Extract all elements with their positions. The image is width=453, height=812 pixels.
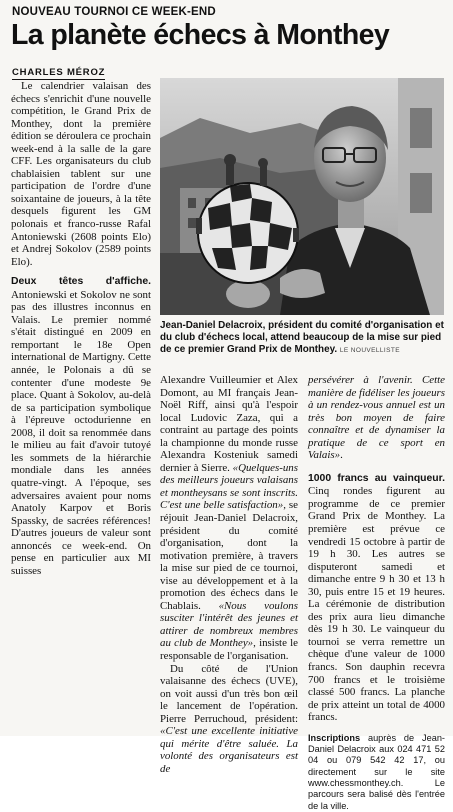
paragraph [308,472,445,724]
quote: «Quelques-uns des meilleurs joueurs valaisans et montheysans se sont inscrits. C'est une belle satisfaction» [160,461,298,512]
quote: «Nous voulons susciter l'intérêt des jeunes et attirer de nombreux membres au club de Monthey» [160,599,298,650]
paragraph: Le calendrier valaisan des échecs s'enrichit d'une nouvelle compétition, le Grand Prix de Monthey, dont la première édition se déroulera ce prochain week-end à la salle de la gare CFF. Les organisateurs du club chablaisien tablent sur une participation de l'ordre d'une soixantaine de joueurs, à la tête desquels figurent les GM polonais et franco-russe Rafal Antoniewski (2608 points Elo) et Andrej Sokolov (2589 points Elo). [11,80,151,268]
paragraph-text: Du côté de l'Union valaisanne des échecs (UVE), on voit aussi d'un très bon œil le lancement de l'opération. Pierre Perruchoud, président: [160,662,298,725]
paragraph-text: Cinq rondes figurent au programme de ce premier Grand Prix de Monthey. La première est prévue ce vendredi 15 octobre à partir de 19 h 30. Les autres se disputeront samedi et dimanche entre 9 h 30 et 13 h 30, puis entre 15 et 19 heures. La cérémonie de distribution des prix aura lieu dimanche dès 19 h 30. Le vainqueur du tournoi se verra remettre un chèque d'une valeur de 1000 francs. Son dauphin recevra 700 francs et le troisième classé 500 francs. La planche de prix atteint un total de 4000 francs. [308,485,445,724]
article-photo [160,78,444,315]
photo-caption [160,320,450,356]
column-right [308,374,445,812]
headline: La planète échecs à Monthey [11,19,390,51]
caption-text: Jean-Daniel Delacroix, président du comité d'organisation et du club d'échecs local, attend beaucoup de la mise sur pied de ce premier Grand Prix de Monthey. [160,320,444,355]
paragraph-text: . [340,449,343,462]
info-box [308,733,445,812]
paragraph [308,374,445,462]
photo-illustration [160,78,444,315]
quote: «C'est une excellente initiative qui mérite d'être saluée. La volonté des organisateurs est de [160,725,298,775]
subheading: 1000 francs au vainqueur. [308,472,445,484]
paragraph-text: Alexandre Vuilleumier et Alex Domont, au MI français Jean-Noël Riff, ainsi qu'à l'espoir local Ludovic Zaza, qui a contraint au partage des points la championne du monde russe Alexandra Kosteniuk samedi dernier à Sierre. [160,374,298,474]
quote: persévérer à l'avenir. Cette manière de fidéliser les joueurs à un rendez-vous annuel est un très bon moyen de faire connaître et de dynamiser la pratique de ce sport en Valais» [308,374,445,462]
paragraph [11,275,151,577]
info-text: auprès de Jean-Daniel Delacroix aux 024 471 52 04 ou 079 542 42 17, ou directement sur le site www.chessmonthey.ch. Le parcours sera balisé dès l'entrée de la ville. [308,732,445,811]
photo-credit: LE NOUVELLISTE [339,346,400,354]
kicker: NOUVEAU TOURNOI CE WEEK-END [12,6,216,18]
byline: CHARLES MÉROZ [12,67,106,78]
paragraph-text: Antoniewski et Sokolov ne sont pas des illustres inconnus en Valais. Le premier nommé s'était distingué en 2009 en remportant le 18e Open international de Martigny. Cette année, le Polonais a dû se contenter d'une modeste 9e place. Quant à Sokolov, au-delà de sa participation symbolique à l'épreuve octodurienne en 2008, il doit sa renommée dans le milieu au fait d'avoir tutoyé les sommets de la hiérarchie mondiale dans les années quatre-vingt. A l'époque, ses adversaires avaient pour noms Anatoly Karpov et Boris Spassky, de sacrées références! D'autres joueurs de valeur sont annoncés ce week-end. On pense en particulier aux MI suisses [11,288,151,577]
column-middle [160,374,298,776]
paragraph-text: , insiste le responsable de l'organisation. [160,637,298,663]
info-label: Inscriptions [308,732,361,743]
paragraph-text: , se réjouit Jean-Daniel Delacroix, président du comité d'organisation, dont la motivation première, à travers la mise sur pied de ce tournoi, vise au développement et à la promotion des échecs dans le Chablais. [160,499,298,612]
subheading: Deux têtes d'affiche. [11,276,151,288]
paragraph [160,663,298,776]
column-left [11,80,151,577]
paragraph [160,374,298,663]
